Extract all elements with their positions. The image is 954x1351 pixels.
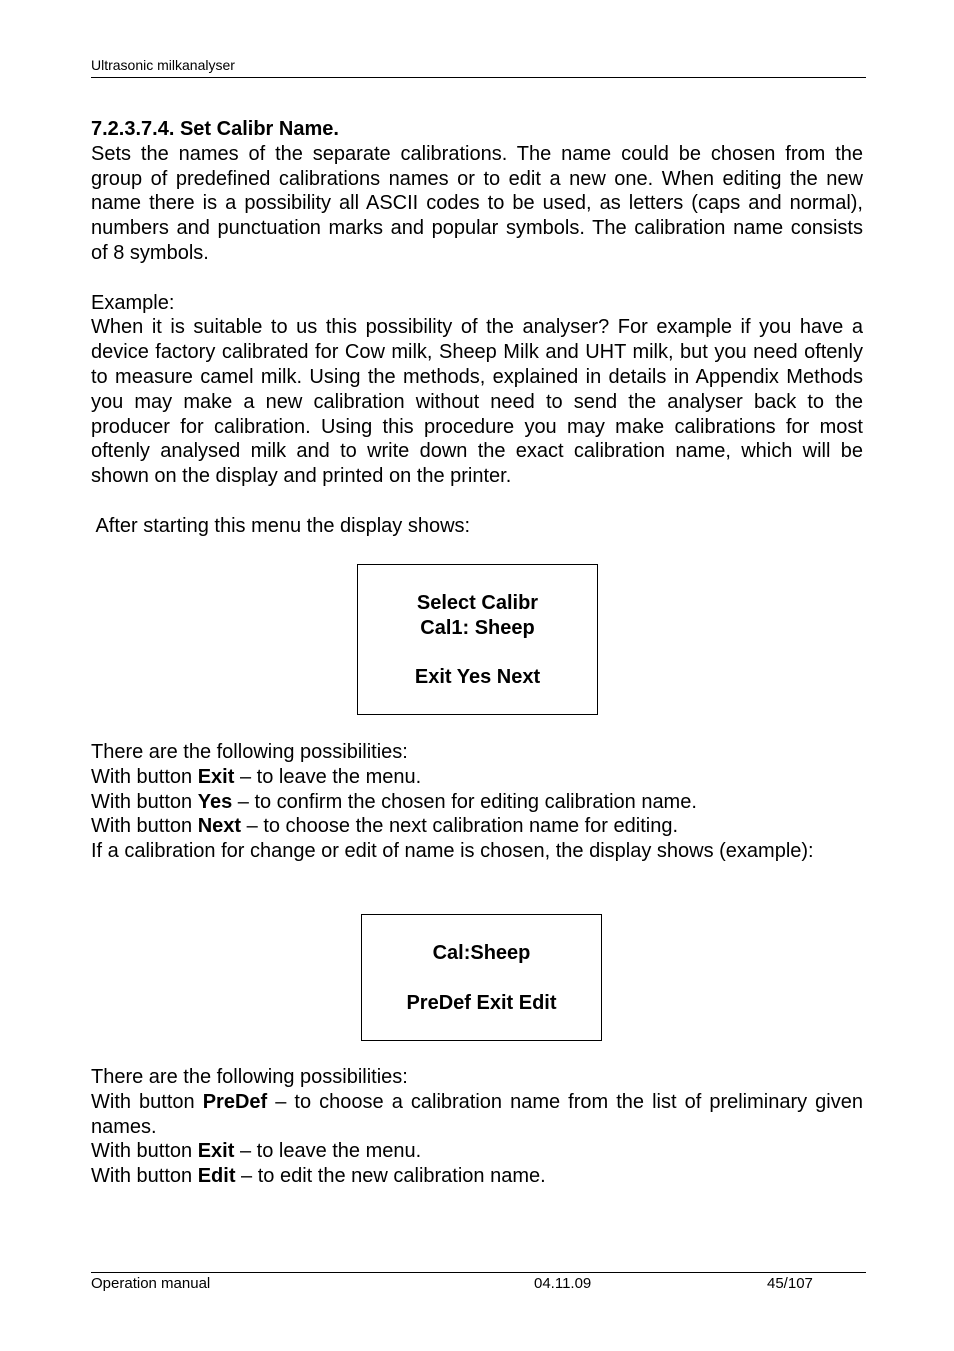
section-body [91, 117, 863, 539]
spacer [91, 489, 863, 514]
options-intro: There are the following possibilities: [91, 1066, 408, 1088]
example-label: Example: [91, 291, 175, 314]
display-box-cal-sheep [361, 914, 602, 1041]
section-heading: 7.2.3.7.4. Set Calibr Name. [91, 118, 339, 140]
display-line: Exit Yes Next [414, 666, 541, 689]
button-name-exit: Exit [197, 765, 235, 788]
button-name-yes: Yes [197, 790, 233, 813]
option-exit: With button Exit – to leave the menu. [91, 765, 422, 788]
running-header: Ultrasonic milkanalyser [91, 57, 235, 73]
display-line [358, 641, 597, 666]
footer-rule [91, 1272, 866, 1273]
display-line: Cal1: Sheep [420, 616, 535, 639]
option-exit: With button Exit – to leave the menu. [91, 1140, 422, 1163]
option-edit: With button Edit – to edit the new calibration name. [91, 1165, 546, 1188]
display-line: Select Calibr [416, 592, 539, 614]
button-name-exit: Exit [197, 1140, 235, 1163]
button-name-predef: PreDef [202, 1090, 268, 1113]
display-line [362, 966, 601, 991]
options-intro: There are the following possibilities: [91, 741, 408, 763]
display-intro: After starting this menu the display shows: [91, 514, 471, 537]
option-yes: With button Yes – to confirm the chosen for editing calibration name. [91, 790, 697, 813]
footer-left: Operation manual [91, 1275, 211, 1292]
option-predef: With button PreDef – to choose a calibration name from the list of preliminary given names. [91, 1090, 863, 1138]
display-line: PreDef Exit Edit [406, 991, 557, 1014]
options-outro: If a calibration for change or edit of name is chosen, the display shows (example): [91, 840, 814, 863]
option-next: With button Next – to choose the next calibration name for editing. [91, 815, 679, 838]
button-name-next: Next [197, 815, 242, 838]
footer-date: 04.11.09 [534, 1275, 592, 1292]
spacer [91, 266, 863, 291]
example-paragraph: When it is suitable to us this possibility of the analyser? For example if you have a device factory calibrated for Cow milk, Sheep Milk and UHT milk, but you need oftenly to measure camel milk. Using the methods, explained in details in Appendix Methods you may make a new calibration without need to send the analyser back to the producer for calibration. Using this procedure you may make calibrations for most oftenly analysed milk and to write down the exact calibration name, which will be shown on the display and printed on the printer. [91, 316, 863, 488]
display-box-select-calibr [357, 564, 598, 715]
page-number: 45/107 [767, 1275, 813, 1292]
display-line: Cal:Sheep [432, 942, 531, 964]
options-list-1 [91, 740, 863, 864]
button-name-edit: Edit [197, 1165, 236, 1188]
options-list-2 [91, 1065, 863, 1189]
intro-paragraph: Sets the names of the separate calibrations. The name could be chosen from the group of predefined calibrations names or to edit a new one. When editing the new name there is a possibility all ASCII codes to be used, as letters (caps and normal), numbers and punctuation marks and popular symbols. The calibration name consists of 8 symbols. [91, 142, 863, 264]
header-rule [91, 77, 866, 78]
